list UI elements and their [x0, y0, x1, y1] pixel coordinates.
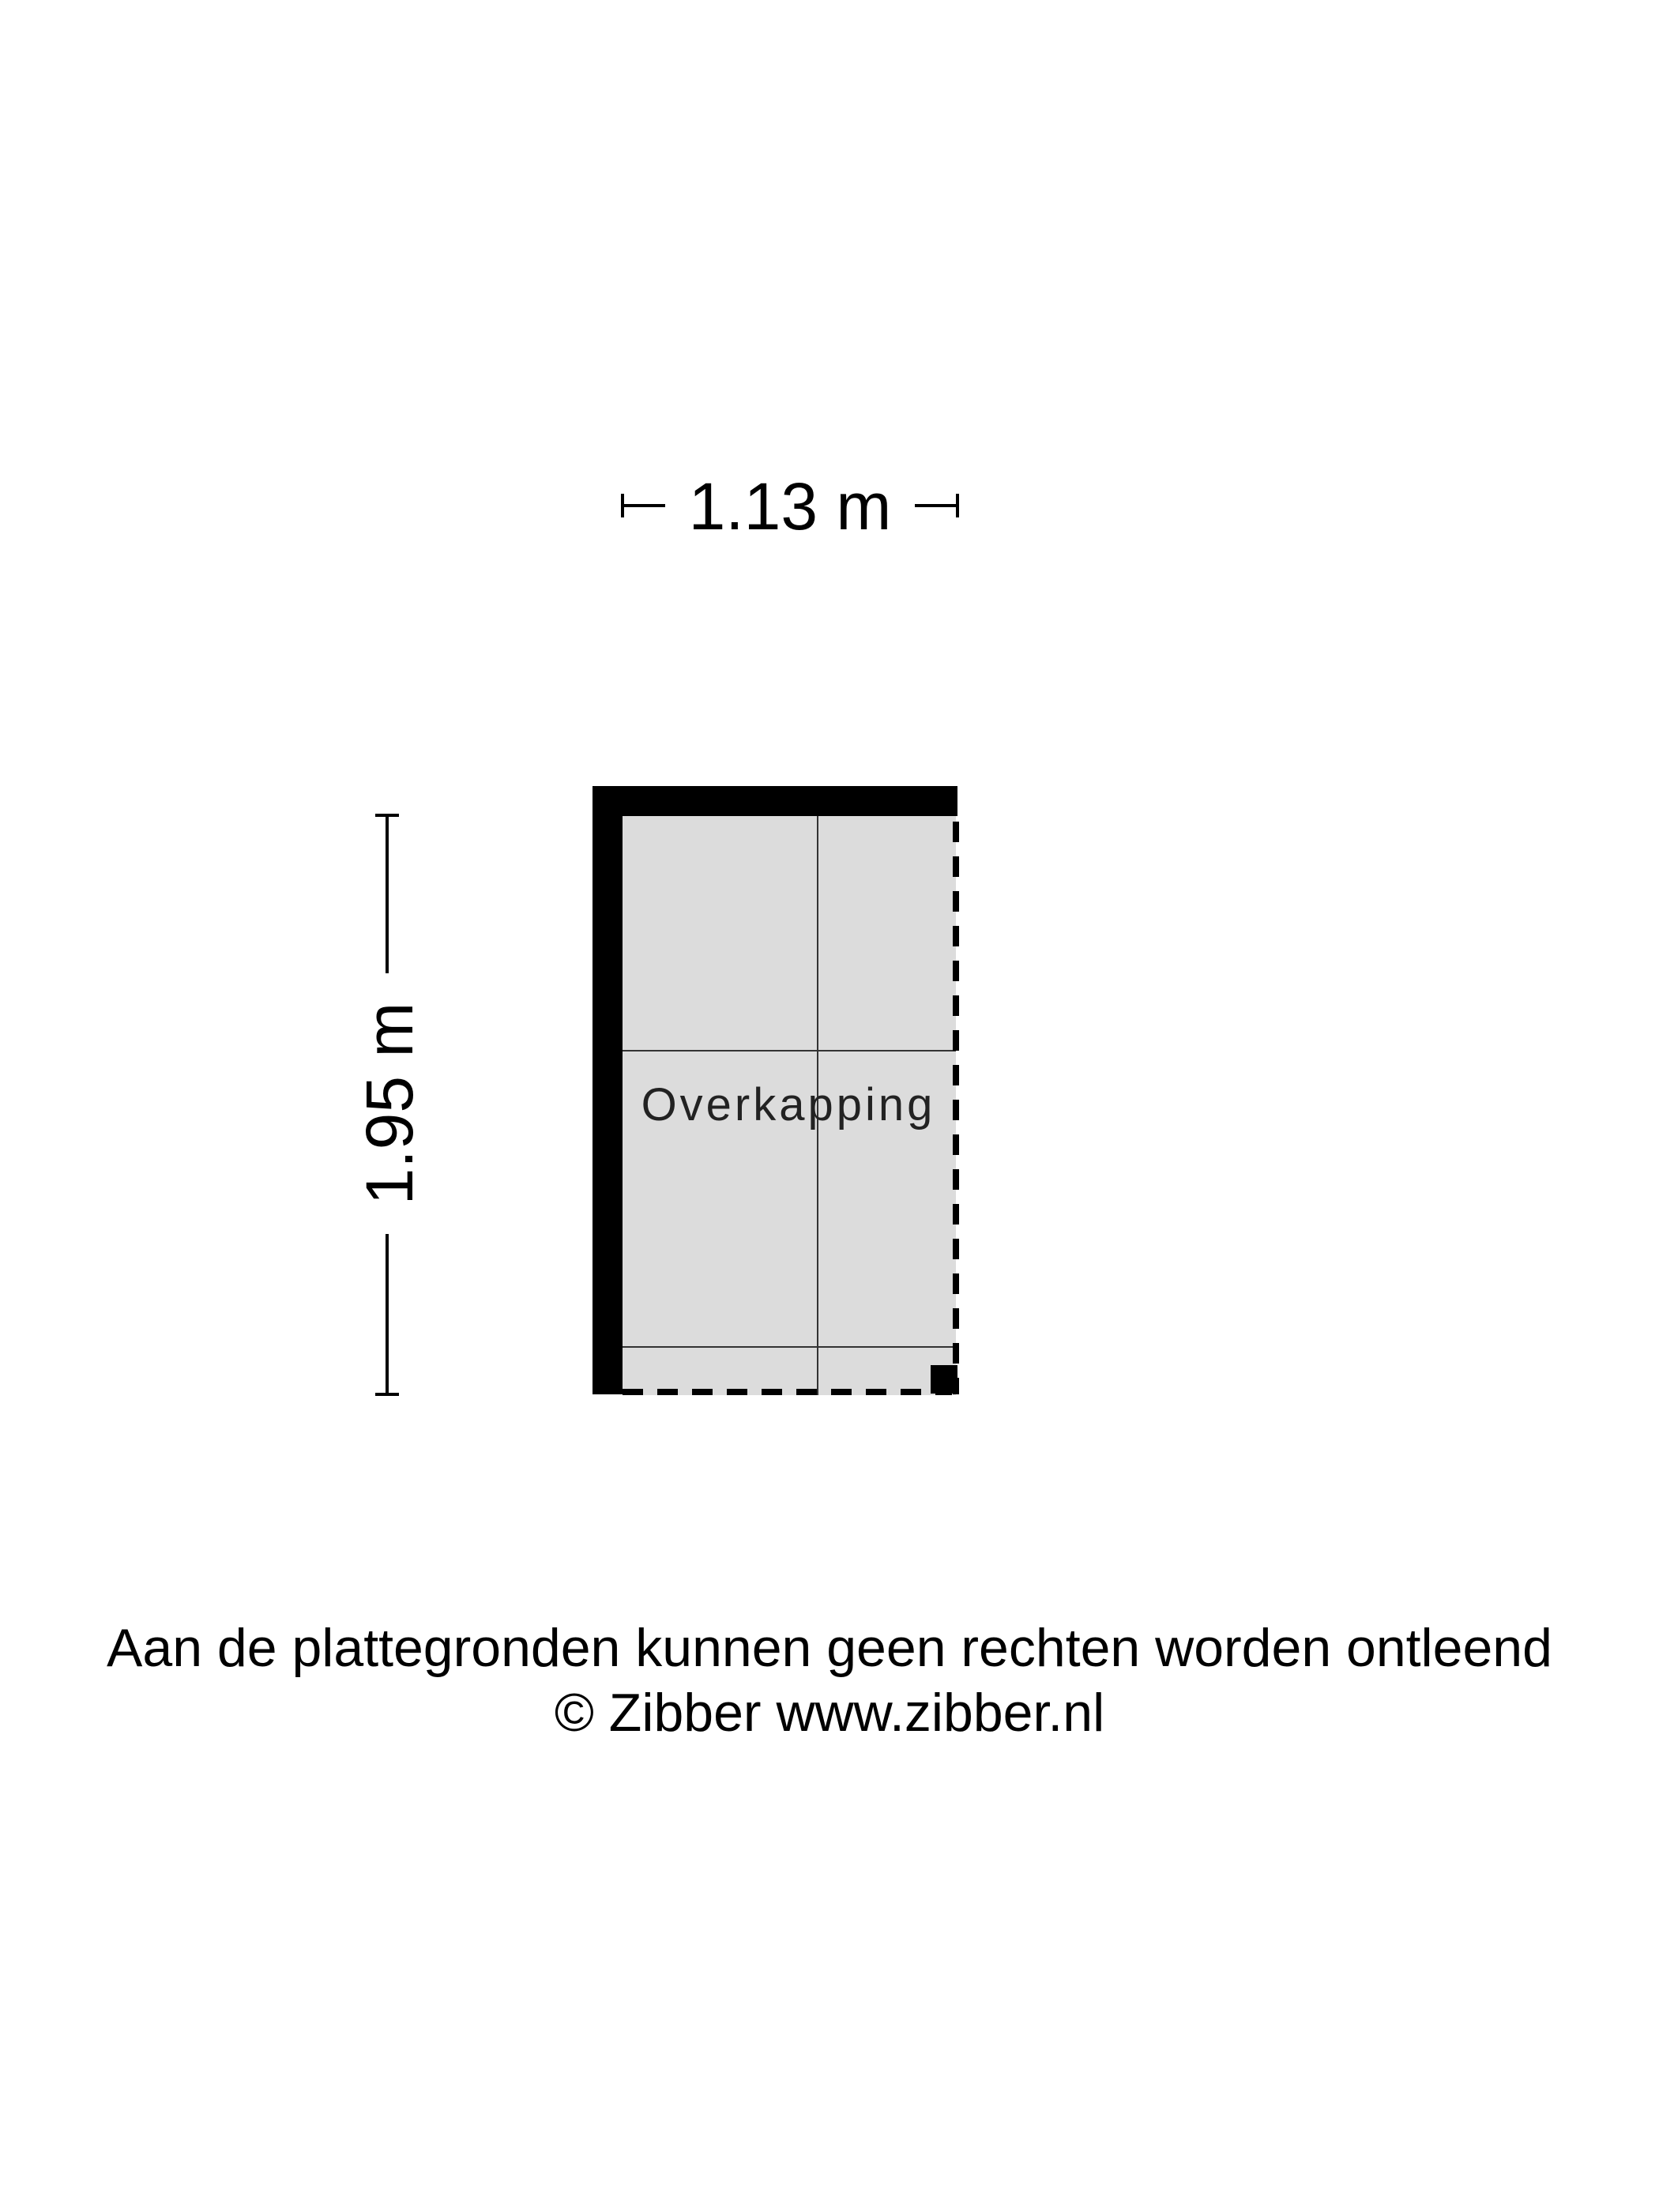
- height-dimension: [352, 815, 427, 1394]
- disclaimer-text: Aan de plattegronden kunnen geen rechten worden ontleend: [107, 1618, 1552, 1678]
- wall-top: [592, 786, 957, 816]
- room-label: Overkapping: [641, 1079, 936, 1130]
- width-dimension-label: 1.13 m: [688, 469, 892, 544]
- copyright-text: © Zibber www.zibber.nl: [554, 1683, 1105, 1743]
- room-overkapping: [592, 786, 957, 1395]
- wall-left: [592, 786, 623, 1394]
- width-dimension: [623, 469, 957, 544]
- height-dimension-label: 1.95 m: [352, 1002, 427, 1206]
- corner-post: [931, 1365, 957, 1394]
